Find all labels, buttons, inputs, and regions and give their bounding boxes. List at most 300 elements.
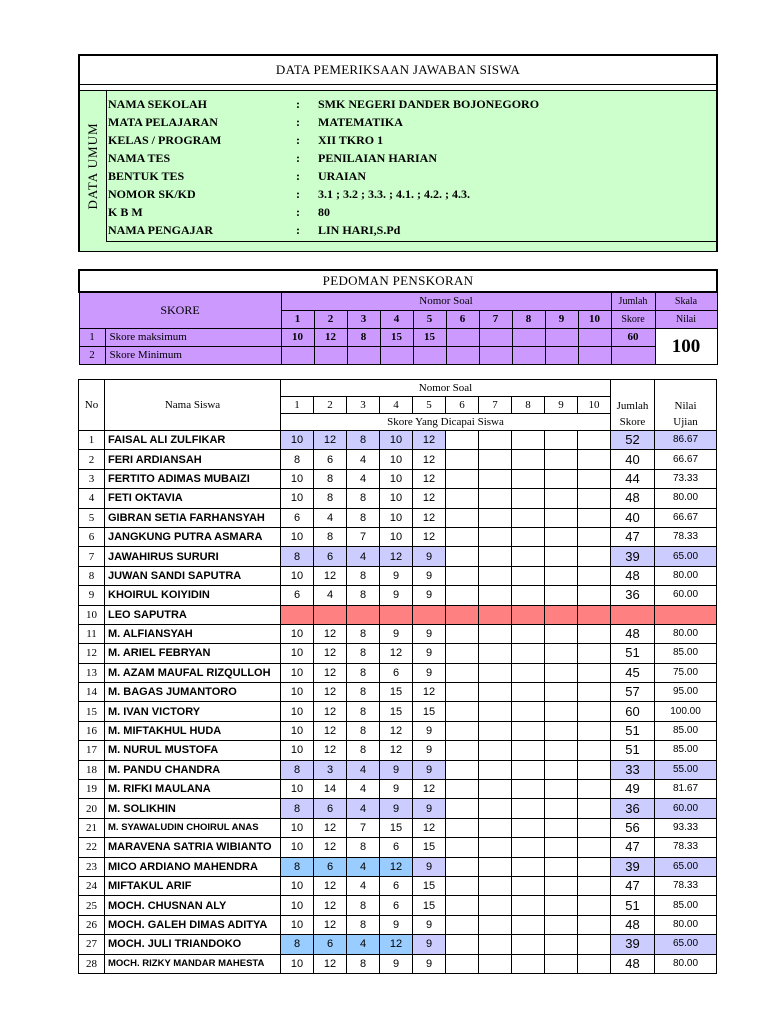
question-score <box>446 838 479 857</box>
max-row-label: Skore maksimum <box>105 329 281 347</box>
min-total <box>611 347 655 365</box>
total-score: 52 <box>611 431 655 450</box>
question-score <box>578 780 611 799</box>
question-score: 6 <box>281 508 314 527</box>
row-number: 6 <box>79 527 105 546</box>
question-score: 6 <box>281 586 314 605</box>
question-score: 12 <box>380 644 413 663</box>
question-score <box>479 838 512 857</box>
question-number: 9 <box>545 311 578 329</box>
row-number: 28 <box>79 954 105 973</box>
question-score <box>512 566 545 585</box>
table-row <box>79 431 717 450</box>
info-label: NOMOR SK/KD <box>108 187 196 201</box>
row-number: 5 <box>79 508 105 527</box>
question-score <box>512 527 545 546</box>
question-score <box>545 605 578 624</box>
question-score: 12 <box>413 508 446 527</box>
row-number: 26 <box>79 915 105 934</box>
table-row <box>79 663 717 682</box>
question-score <box>512 896 545 915</box>
question-score: 8 <box>347 683 380 702</box>
row-number: 1 <box>79 431 105 450</box>
question-score <box>479 624 512 643</box>
question-score: 12 <box>314 644 347 663</box>
question-score <box>479 431 512 450</box>
total-score: 47 <box>611 527 655 546</box>
question-score <box>578 954 611 973</box>
question-score: 6 <box>314 857 347 876</box>
question-score: 9 <box>380 954 413 973</box>
question-score: 12 <box>314 566 347 585</box>
question-number: 6 <box>446 397 479 414</box>
question-score <box>578 935 611 954</box>
question-score: 10 <box>281 527 314 546</box>
question-score <box>446 605 479 624</box>
min-score <box>512 347 545 365</box>
max-score: 10 <box>281 329 314 347</box>
question-score: 9 <box>413 547 446 566</box>
question-score: 10 <box>380 450 413 469</box>
question-score <box>446 857 479 876</box>
question-score: 10 <box>281 721 314 740</box>
question-number: 3 <box>347 397 380 414</box>
question-score: 9 <box>380 566 413 585</box>
info-value: SMK NEGERI DANDER BOJONEGORO <box>318 97 540 111</box>
question-score <box>545 721 578 740</box>
max-score <box>512 329 545 347</box>
question-score <box>446 663 479 682</box>
student-name: M. NURUL MUSTOFA <box>105 741 281 760</box>
question-score: 8 <box>347 915 380 934</box>
question-score: 10 <box>281 741 314 760</box>
question-number: 1 <box>281 397 314 414</box>
student-name: M. PANDU CHANDRA <box>105 760 281 779</box>
question-score <box>578 469 611 488</box>
question-score <box>512 663 545 682</box>
question-score: 15 <box>380 683 413 702</box>
total-score: 39 <box>611 935 655 954</box>
student-name: MOCH. CHUSNAN ALY <box>105 896 281 915</box>
row-number: 24 <box>79 876 105 895</box>
question-score <box>545 431 578 450</box>
scale-value: 100 <box>655 329 717 365</box>
question-number: 5 <box>413 397 446 414</box>
question-score: 4 <box>347 876 380 895</box>
student-name: MOCH. JULI TRIANDOKO <box>105 935 281 954</box>
question-score: 10 <box>281 780 314 799</box>
total-score: 51 <box>611 741 655 760</box>
question-score: 12 <box>314 954 347 973</box>
question-score <box>479 721 512 740</box>
info-separator: : <box>296 115 300 129</box>
question-score <box>446 450 479 469</box>
min-row-label: Skore Minimum <box>105 347 281 365</box>
question-score: 8 <box>347 644 380 663</box>
min-score <box>281 347 314 365</box>
question-score: 10 <box>281 702 314 721</box>
question-score <box>545 741 578 760</box>
question-score <box>578 799 611 818</box>
total-score: 48 <box>611 489 655 508</box>
question-score <box>578 547 611 566</box>
question-score: 8 <box>314 469 347 488</box>
question-score <box>446 489 479 508</box>
question-score: 15 <box>413 896 446 915</box>
question-score: 4 <box>347 935 380 954</box>
question-score <box>479 508 512 527</box>
info-value: 80 <box>318 205 330 219</box>
exam-grade: 93.33 <box>655 818 717 837</box>
info-label: K B M <box>108 205 143 219</box>
total-score: 40 <box>611 508 655 527</box>
question-score <box>578 683 611 702</box>
question-score: 8 <box>347 663 380 682</box>
question-number: 9 <box>545 397 578 414</box>
question-score <box>479 702 512 721</box>
total-score <box>611 605 655 624</box>
table-row <box>79 702 717 721</box>
info-separator: : <box>296 187 300 201</box>
question-score <box>479 547 512 566</box>
student-name: FAISAL ALI ZULFIKAR <box>105 431 281 450</box>
question-score: 8 <box>347 896 380 915</box>
question-score <box>347 605 380 624</box>
question-score: 6 <box>314 450 347 469</box>
question-score: 6 <box>380 838 413 857</box>
row-number: 25 <box>79 896 105 915</box>
student-name: FERTITO ADIMAS MUBAIZI <box>105 469 281 488</box>
question-score <box>545 760 578 779</box>
question-score <box>578 857 611 876</box>
table-row <box>79 896 717 915</box>
exam-grade: 85.00 <box>655 896 717 915</box>
question-number: 4 <box>380 397 413 414</box>
question-score <box>512 780 545 799</box>
student-name: MARAVENA SATRIA WIBIANTO <box>105 838 281 857</box>
question-score <box>446 644 479 663</box>
info-label: BENTUK TES <box>108 169 185 183</box>
exam-grade: 78.33 <box>655 527 717 546</box>
scoring-guide-panel <box>78 269 718 365</box>
skala-header: Skala <box>655 292 717 311</box>
table-row <box>79 954 717 973</box>
skore-dicapai-header: Skore Yang Dicapai Siswa <box>281 414 611 431</box>
question-score <box>479 741 512 760</box>
question-score: 9 <box>413 760 446 779</box>
question-score: 12 <box>413 489 446 508</box>
total-score: 57 <box>611 683 655 702</box>
question-score: 8 <box>281 799 314 818</box>
student-name: MIFTAKUL ARIF <box>105 876 281 895</box>
question-score <box>446 624 479 643</box>
question-score <box>545 527 578 546</box>
row-number: 17 <box>79 741 105 760</box>
question-score: 12 <box>413 431 446 450</box>
question-score: 12 <box>413 527 446 546</box>
question-score: 8 <box>347 431 380 450</box>
exam-grade: 95.00 <box>655 683 717 702</box>
question-score <box>512 469 545 488</box>
question-score: 4 <box>347 760 380 779</box>
question-score <box>578 586 611 605</box>
total-score: 48 <box>611 624 655 643</box>
question-score: 8 <box>281 547 314 566</box>
total-score: 48 <box>611 915 655 934</box>
max-score <box>545 329 578 347</box>
total-score: 60 <box>611 702 655 721</box>
question-score: 8 <box>281 450 314 469</box>
question-score: 6 <box>380 896 413 915</box>
question-number: 5 <box>413 311 446 329</box>
question-score: 6 <box>314 799 347 818</box>
exam-grade: 100.00 <box>655 702 717 721</box>
row-number: 12 <box>79 644 105 663</box>
question-score: 12 <box>314 702 347 721</box>
question-score <box>578 876 611 895</box>
question-score: 10 <box>281 644 314 663</box>
table-row <box>79 605 717 624</box>
question-score: 6 <box>380 876 413 895</box>
question-score: 12 <box>314 431 347 450</box>
question-score: 12 <box>314 818 347 837</box>
exam-grade: 66.67 <box>655 508 717 527</box>
question-score <box>512 547 545 566</box>
question-score: 9 <box>413 624 446 643</box>
question-score: 9 <box>413 644 446 663</box>
question-score <box>512 508 545 527</box>
student-name: M. RIFKI MAULANA <box>105 780 281 799</box>
question-score: 9 <box>380 915 413 934</box>
info-value: MATEMATIKA <box>318 115 403 129</box>
question-score <box>545 586 578 605</box>
question-score: 9 <box>380 760 413 779</box>
question-score: 15 <box>413 702 446 721</box>
question-score <box>512 624 545 643</box>
row-number: 15 <box>79 702 105 721</box>
question-score <box>446 702 479 721</box>
max-row-no: 1 <box>79 329 105 347</box>
general-info-body <box>80 90 716 251</box>
min-score <box>314 347 347 365</box>
exam-grade: 75.00 <box>655 663 717 682</box>
question-score <box>512 489 545 508</box>
question-score: 10 <box>281 566 314 585</box>
question-number: 3 <box>347 311 380 329</box>
table-row <box>79 547 717 566</box>
max-score <box>479 329 512 347</box>
question-score <box>545 644 578 663</box>
row-number: 3 <box>79 469 105 488</box>
question-score <box>545 450 578 469</box>
exam-grade: 80.00 <box>655 566 717 585</box>
question-score <box>512 586 545 605</box>
question-score <box>512 721 545 740</box>
question-score: 3 <box>314 760 347 779</box>
student-name: M. SOLIKHIN <box>105 799 281 818</box>
question-score: 4 <box>347 857 380 876</box>
question-score: 10 <box>281 431 314 450</box>
question-score <box>479 605 512 624</box>
table-row <box>79 915 717 934</box>
exam-grade: 78.33 <box>655 838 717 857</box>
row-number: 20 <box>79 799 105 818</box>
table-row <box>79 469 717 488</box>
table-row <box>79 489 717 508</box>
question-number: 1 <box>281 311 314 329</box>
question-number: 2 <box>314 397 347 414</box>
total-score: 44 <box>611 469 655 488</box>
row-number: 2 <box>79 450 105 469</box>
question-score: 9 <box>413 935 446 954</box>
question-score <box>446 683 479 702</box>
question-score <box>578 838 611 857</box>
question-number: 2 <box>314 311 347 329</box>
question-score <box>578 566 611 585</box>
max-score <box>578 329 611 347</box>
question-score <box>479 818 512 837</box>
question-score: 4 <box>347 450 380 469</box>
table-row <box>79 721 717 740</box>
question-score: 10 <box>380 527 413 546</box>
question-score: 9 <box>380 586 413 605</box>
question-score <box>446 586 479 605</box>
question-score: 6 <box>314 547 347 566</box>
table-row <box>79 799 717 818</box>
row-number: 11 <box>79 624 105 643</box>
exam-grade: 73.33 <box>655 469 717 488</box>
question-score <box>314 605 347 624</box>
question-score <box>446 566 479 585</box>
question-score: 8 <box>347 702 380 721</box>
info-value: XII TKRO 1 <box>318 133 384 147</box>
row-number: 19 <box>79 780 105 799</box>
info-label: NAMA TES <box>108 151 171 165</box>
question-score <box>479 935 512 954</box>
question-score: 4 <box>314 586 347 605</box>
question-score <box>512 741 545 760</box>
skore-subheader: Skore <box>611 311 655 329</box>
student-name: KHOIRUL KOIYIDIN <box>105 586 281 605</box>
student-name: M. ARIEL FEBRYAN <box>105 644 281 663</box>
max-total: 60 <box>611 329 655 347</box>
question-score <box>479 857 512 876</box>
row-number: 22 <box>79 838 105 857</box>
exam-grade: 85.00 <box>655 644 717 663</box>
row-number: 21 <box>79 818 105 837</box>
min-score <box>347 347 380 365</box>
question-score: 9 <box>380 799 413 818</box>
question-score: 4 <box>347 547 380 566</box>
row-number: 27 <box>79 935 105 954</box>
question-score: 12 <box>314 915 347 934</box>
question-number: 7 <box>479 311 512 329</box>
exam-grade: 66.67 <box>655 450 717 469</box>
question-score: 6 <box>314 935 347 954</box>
question-number: 7 <box>479 397 512 414</box>
question-score <box>578 624 611 643</box>
question-score <box>446 818 479 837</box>
table-row <box>79 760 717 779</box>
question-number: 4 <box>380 311 413 329</box>
info-value: 3.1 ; 3.2 ; 3.3. ; 4.1. ; 4.2. ; 4.3. <box>318 187 470 201</box>
question-score: 8 <box>347 508 380 527</box>
question-score: 12 <box>380 721 413 740</box>
question-score <box>512 915 545 934</box>
question-score: 9 <box>413 663 446 682</box>
question-score <box>479 896 512 915</box>
question-score: 12 <box>314 741 347 760</box>
question-score: 8 <box>347 624 380 643</box>
min-row-no: 2 <box>79 347 105 365</box>
question-score: 12 <box>380 547 413 566</box>
question-score <box>479 876 512 895</box>
question-score: 10 <box>281 954 314 973</box>
question-score <box>545 624 578 643</box>
question-score <box>446 760 479 779</box>
exam-grade: 65.00 <box>655 547 717 566</box>
table-row <box>79 624 717 643</box>
student-name: LEO SAPUTRA <box>105 605 281 624</box>
exam-grade: 60.00 <box>655 799 717 818</box>
info-separator: : <box>296 205 300 219</box>
question-score <box>446 896 479 915</box>
table-row <box>79 741 717 760</box>
row-number: 14 <box>79 683 105 702</box>
question-score: 15 <box>413 838 446 857</box>
question-score <box>479 586 512 605</box>
student-name: JANGKUNG PUTRA ASMARA <box>105 527 281 546</box>
jumlah-header: Jumlah <box>611 292 655 311</box>
question-score <box>413 605 446 624</box>
question-score: 10 <box>380 431 413 450</box>
question-score <box>578 702 611 721</box>
row-number: 13 <box>79 663 105 682</box>
question-score <box>446 469 479 488</box>
question-score <box>578 760 611 779</box>
question-score <box>512 760 545 779</box>
table-row <box>79 586 717 605</box>
question-score <box>512 838 545 857</box>
question-score: 8 <box>347 741 380 760</box>
question-score <box>545 469 578 488</box>
total-score: 47 <box>611 838 655 857</box>
total-score: 51 <box>611 721 655 740</box>
question-score <box>545 799 578 818</box>
question-number: 10 <box>578 397 611 414</box>
scoring-guide-table <box>78 269 718 365</box>
max-score: 8 <box>347 329 380 347</box>
question-score: 10 <box>281 915 314 934</box>
row-number: 7 <box>79 547 105 566</box>
table-row <box>79 508 717 527</box>
info-separator: : <box>296 97 300 111</box>
question-score: 10 <box>281 838 314 857</box>
exam-grade: 85.00 <box>655 721 717 740</box>
question-score <box>446 799 479 818</box>
min-score <box>479 347 512 365</box>
question-score: 15 <box>380 818 413 837</box>
question-score <box>512 857 545 876</box>
row-number: 9 <box>79 586 105 605</box>
question-score <box>512 683 545 702</box>
question-score: 9 <box>413 857 446 876</box>
question-score: 9 <box>413 954 446 973</box>
no-header: No <box>79 380 105 431</box>
student-name: M. SYAWALUDIN CHOIRUL ANAS <box>105 818 281 837</box>
question-score <box>380 605 413 624</box>
question-score: 10 <box>281 818 314 837</box>
